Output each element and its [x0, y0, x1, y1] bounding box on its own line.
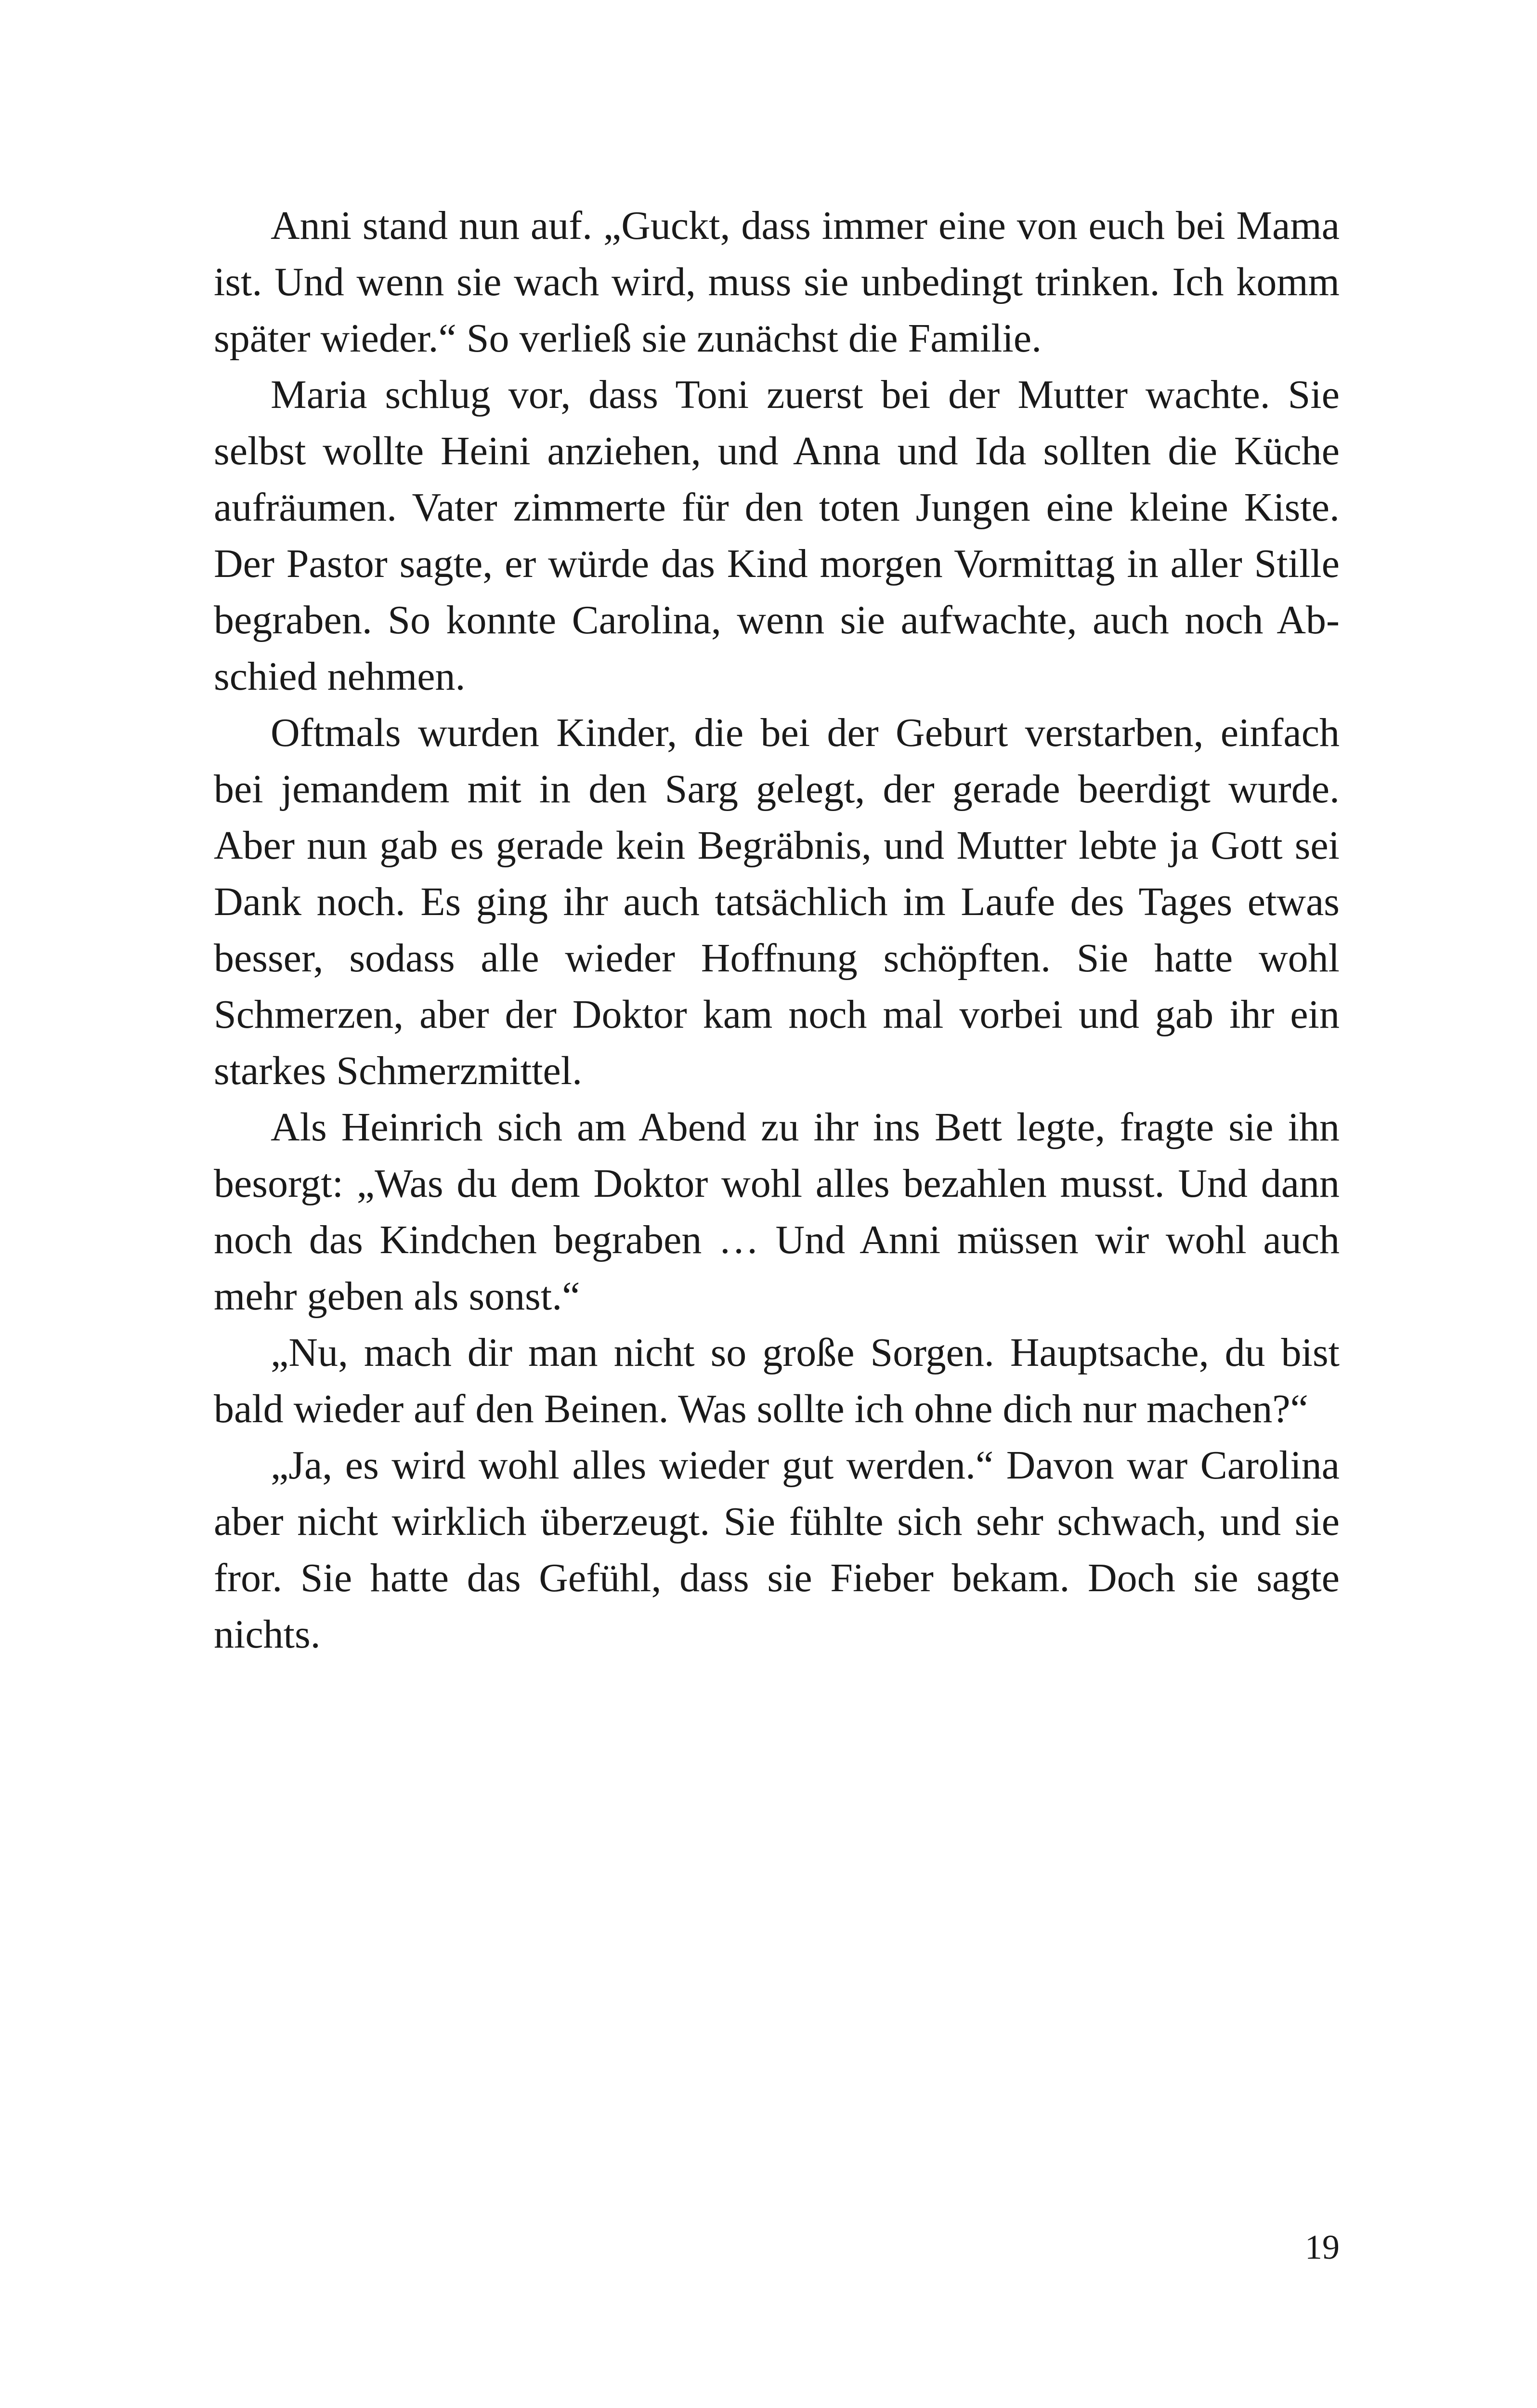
text-line: nichts. [214, 1612, 321, 1657]
paragraph-2 [214, 366, 1340, 705]
text-line: Aber nun gab es gerade kein Begräbnis, und Mutter lebte ja Gott sei [214, 823, 1340, 868]
text-line: Anni stand nun auf. „Guckt, dass immer eine von euch bei Mama [271, 203, 1340, 248]
paragraph-5 [214, 1324, 1340, 1437]
text-line: aufräumen. Vater zimmerte für den toten Jungen eine kleine Kiste. [214, 485, 1340, 530]
text-line: später wieder.“ So verließ sie zunächst die Familie. [214, 316, 1042, 361]
text-line: aber nicht wirklich überzeugt. Sie fühlte sich sehr schwach, und sie [214, 1499, 1340, 1544]
text-line: Als Heinrich sich am Abend zu ihr ins Bett legte, fragte sie ihn [271, 1105, 1340, 1150]
text-line: fror. Sie hatte das Gefühl, dass sie Fieber bekam. Doch sie sagte [214, 1556, 1340, 1600]
text-line: besorgt: „Was du dem Doktor wohl alles bezahlen musst. Und dann [214, 1161, 1340, 1206]
paragraph-1 [214, 197, 1340, 366]
text-line: schied nehmen. [214, 654, 466, 699]
text-line: Maria schlug vor, dass Toni zuerst bei der Mutter wachte. Sie [271, 372, 1340, 417]
text-line: noch das Kindchen begraben … Und Anni müssen wir wohl auch [214, 1217, 1340, 1262]
text-line: besser, sodass alle wieder Hoffnung schöpften. Sie hatte wohl [214, 936, 1340, 981]
text-line: „Nu, mach dir man nicht so große Sorgen. Hauptsache, du bist [271, 1330, 1340, 1375]
text-line: selbst wollte Heini anziehen, und Anna und Ida sollten die Küche [214, 429, 1340, 473]
text-line: starkes Schmerzmittel. [214, 1048, 583, 1093]
text-line: Oftmals wurden Kinder, die bei der Geburt verstarben, einfach [271, 710, 1340, 755]
paragraph-3 [214, 705, 1340, 1099]
text-line: bald wieder auf den Beinen. Was sollte ich ohne dich nur machen?“ [214, 1387, 1308, 1431]
body-text [214, 197, 1340, 1662]
text-line: Dank noch. Es ging ihr auch tatsächlich im Laufe des Tages etwas [214, 879, 1340, 924]
paragraph-6 [214, 1437, 1340, 1662]
text-line: Der Pastor sagte, er würde das Kind morgen Vormittag in aller Stille [214, 541, 1340, 586]
paragraph-4 [214, 1099, 1340, 1324]
text-line: „Ja, es wird wohl alles wieder gut werden.“ Davon war Carolina [271, 1443, 1340, 1488]
text-line: Schmerzen, aber der Doktor kam noch mal vorbei und gab ihr ein [214, 992, 1340, 1037]
page-number: 19 [1305, 2228, 1340, 2266]
text-line: ist. Und wenn sie wach wird, muss sie unbedingt trinken. Ich komm [214, 260, 1340, 304]
text-line: mehr geben als sonst.“ [214, 1274, 580, 1319]
text-line: begraben. So konnte Carolina, wenn sie aufwachte, auch noch Ab- [214, 598, 1340, 642]
text-line: bei jemandem mit in den Sarg gelegt, der gerade beerdigt wurde. [214, 767, 1340, 811]
